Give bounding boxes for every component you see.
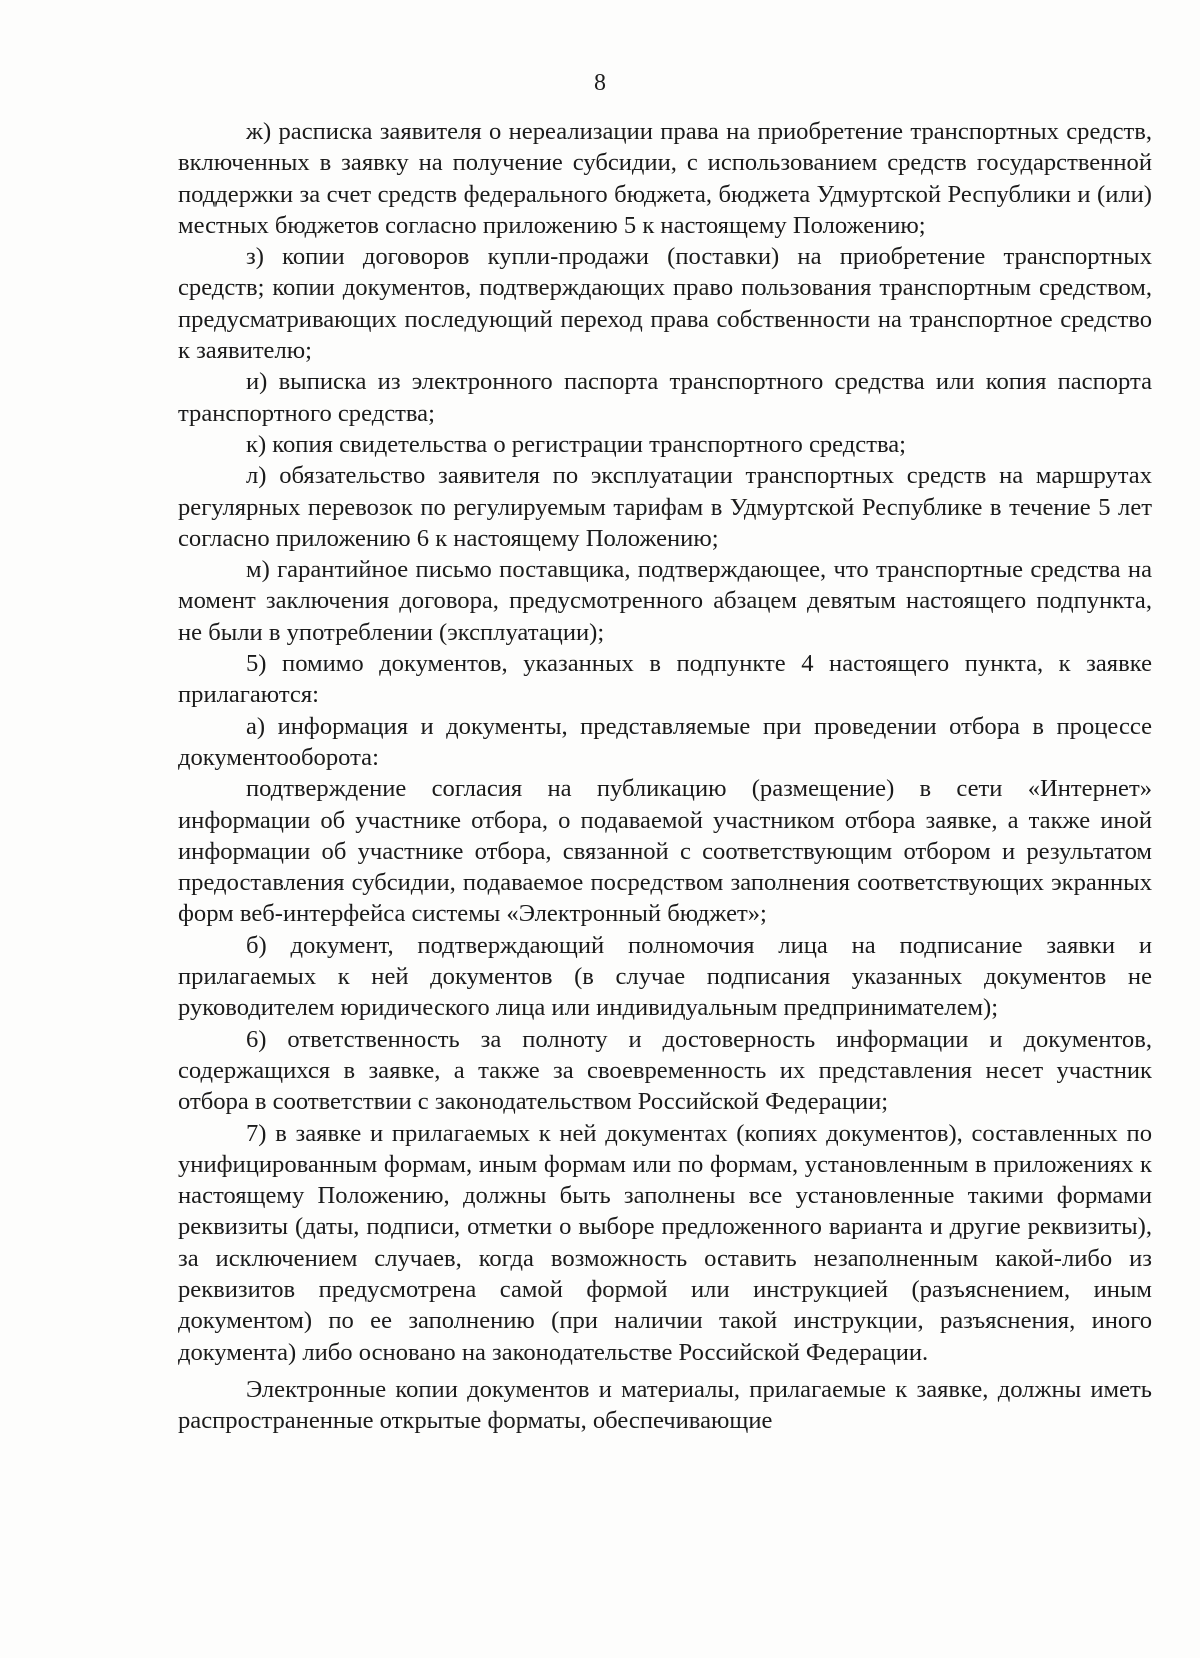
paragraph-5: 5) помимо документов, указанных в подпункте 4 настоящего пункта, к заявке прилагаются: <box>178 650 1152 709</box>
page-number: 8 <box>594 70 606 96</box>
paragraph-k: к) копия свидетельства о регистрации транспортного средства; <box>246 430 906 458</box>
paragraph-a: а) информация и документы, представляемые при проведении отбора в процессе документооборота: <box>178 712 1152 771</box>
paragraph-electronic-copies: Электронные копии документов и материалы, прилагаемые к заявке, должны иметь распространенные открытые форматы, обеспечивающие <box>178 1375 1152 1435</box>
paragraph-l: л) обязательство заявителя по эксплуатации транспортных средств на маршрутах регулярных перевозок по регулируемым тарифам в Удмуртской Республике в течение 5 лет согласно приложению 6 к настоящему Положению; <box>178 462 1152 552</box>
document-body <box>178 116 1152 1436</box>
paragraph-consent: подтверждение согласия на публикацию (размещение) в сети «Интернет» информации об участнике отбора, о подаваемой участником отбора заявке, а также иной информации об участнике отбора, связанной с соответствующим отбором и результатом предоставления субсидии, подаваемое посредством заполнения соответствующих экранных форм веб-интерфейса системы «Электронный бюджет»; <box>178 775 1152 928</box>
paragraph-7: 7) в заявке и прилагаемых к ней документах (копиях документов), составленных по унифицированным формам, иным формам или по формам, установленным в приложениях к настоящему Положению, должны быть заполнены все установленные такими формами реквизиты (даты, подписи, отметки о выборе предложенного варианта и другие реквизиты), за исключением случаев, когда возможность оставить незаполненным какой-либо из реквизитов предусмотрена самой формой или инструкцией (разъяснением, иным документом) по ее заполнению (при наличии такой инструкции, разъяснения, иного документа) либо основано на законодательстве Российской Федерации. <box>178 1119 1152 1366</box>
paragraph-b: б) документ, подтверждающий полномочия лица на подписание заявки и прилагаемых к ней документов (в случае подписания указанных документов не руководителем юридического лица или индивидуальным предпринимателем); <box>178 931 1152 1022</box>
paragraph-m: м) гарантийное письмо поставщика, подтверждающее, что транспортные средства на момент заключения договора, предусмотренного абзацем девятым настоящего подпункта, не были в употреблении (эксплуатации); <box>178 556 1152 646</box>
paragraph-i: и) выписка из электронного паспорта транспортного средства или копия паспорта транспортного средства; <box>178 368 1152 427</box>
paragraph-6: 6) ответственность за полноту и достоверность информации и документов, содержащихся в заявке, а также за своевременность их представления несет участник отбора в соответствии с законодательством Российской Федерации; <box>178 1025 1152 1116</box>
paragraph-z: з) копии договоров купли-продажи (поставки) на приобретение транспортных средств; копии документов, подтверждающих право пользования транспортным средством, предусматривающих последующий переход права собственности на транспортное средство к заявителю; <box>178 243 1152 365</box>
paragraph-zh: ж) расписка заявителя о нереализации права на приобретение транспортных средств, включенных в заявку на получение субсидии, с использованием средств государственной поддержки за счет средств федерального бюджета, бюджета Удмуртской Республики и (или) местных бюджетов согласно приложению 5 к настоящему Положению; <box>178 118 1152 239</box>
